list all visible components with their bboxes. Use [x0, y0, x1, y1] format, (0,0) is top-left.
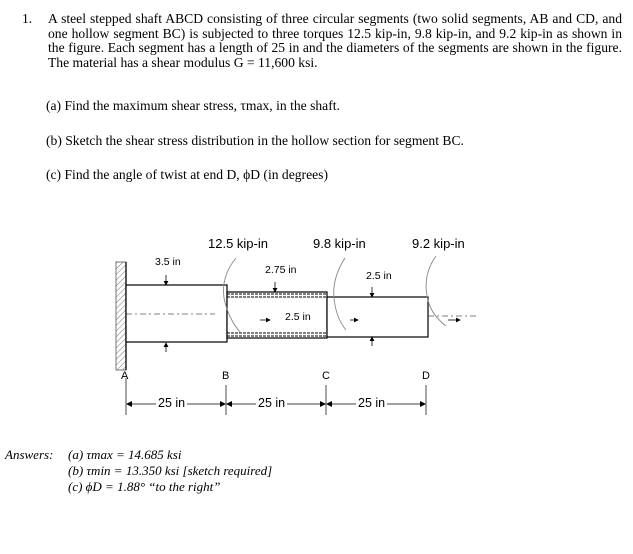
problem-number: 1.	[22, 11, 33, 26]
segment-bc	[227, 292, 327, 338]
answer-a: (a) τmax = 14.685 ksi	[68, 447, 182, 462]
problem-line: of the segments are shown in the figure. The material has a shear modulus G = 11,600 ksi.	[48, 40, 622, 70]
part-b-question: (b) Sketch the shear stress distribution in the hollow section for segment BC.	[46, 133, 464, 148]
fixed-wall	[116, 262, 126, 370]
answer-c: (c) ϕD = 1.88° “to the right”	[68, 479, 221, 494]
point-c-label: C	[322, 370, 330, 382]
point-d-label: D	[422, 370, 430, 382]
length-ab-label: 25 in	[158, 396, 186, 410]
length-bc-label: 25 in	[258, 396, 286, 410]
answer-b: (b) τmin = 13.350 ksi [sketch required]	[68, 463, 273, 478]
problem-line: and 9.2 kip-in as shown in the figure. Each segment has a length of 25 in and the diameters	[48, 25, 622, 56]
problem-line: and CD, and one hollow segment BC) is subjected to three torques 12.5 kip-in, 9.8 kip-in,	[48, 11, 622, 41]
diameter-bc-inner-label: 2.5 in	[285, 311, 311, 323]
answers-label: Answers:	[5, 447, 54, 462]
length-cd-label: 25 in	[358, 396, 386, 410]
torque-label-c: 9.8 kip-in	[313, 236, 366, 251]
segment-ab	[126, 285, 227, 342]
torque-label-b: 12.5 kip-in	[208, 236, 268, 251]
part-c-question: (c) Find the angle of twist at end D, ϕD (in degrees)	[46, 167, 328, 182]
point-a-label: A	[121, 370, 129, 382]
torque-arrow-d	[426, 256, 446, 326]
problem-line: A steel stepped shaft ABCD consisting of three circular segments (two solid segments, AB	[48, 11, 549, 26]
diameter-bc-outer-label: 2.75 in	[265, 264, 297, 276]
torque-label-d: 9.2 kip-in	[412, 236, 465, 251]
part-a-question: (a) Find the maximum shear stress, τmax, in the shaft.	[46, 98, 340, 113]
diameter-ab-label: 3.5 in	[155, 256, 181, 268]
diameter-cd-label: 2.5 in	[366, 270, 392, 282]
point-b-label: B	[222, 370, 230, 382]
segment-cd	[327, 297, 428, 337]
